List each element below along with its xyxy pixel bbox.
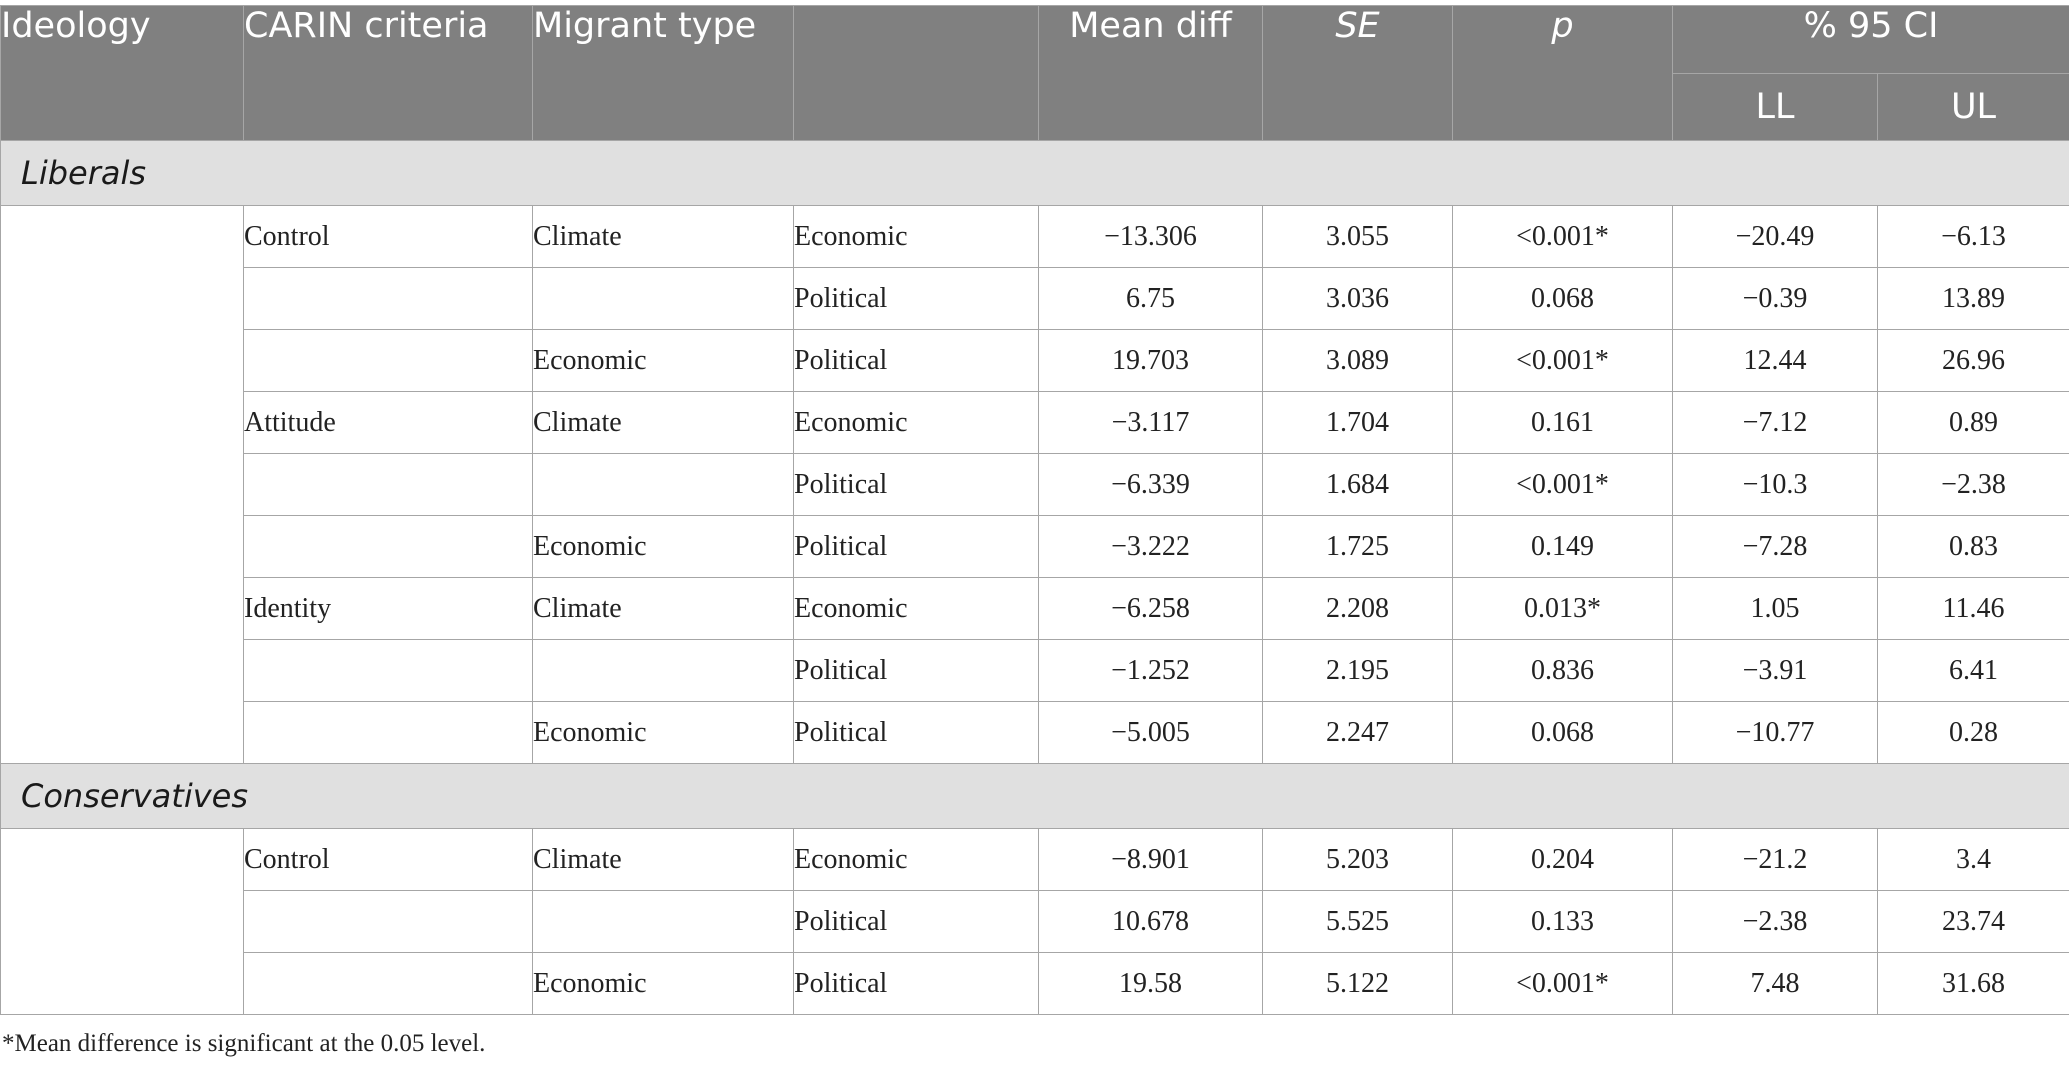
cell-ul: 11.46 — [1878, 578, 2069, 640]
cell-carin-criteria — [244, 953, 533, 1015]
table-body — [1, 141, 2069, 1015]
table-row — [1, 829, 2069, 891]
cell-carin-criteria — [244, 268, 533, 330]
cell-ll: −3.91 — [1673, 640, 1878, 702]
cell-se: 5.122 — [1263, 953, 1453, 1015]
cell-se: 5.525 — [1263, 891, 1453, 953]
group-label: Conservatives — [1, 764, 2069, 829]
cell-ll: −7.28 — [1673, 516, 1878, 578]
cell-p: 0.013* — [1453, 578, 1673, 640]
group-row — [1, 141, 2069, 206]
cell-ul: 23.74 — [1878, 891, 2069, 953]
cell-mean-diff: −6.339 — [1039, 454, 1263, 516]
table-header — [1, 6, 2069, 141]
cell-ll: −21.2 — [1673, 829, 1878, 891]
col-header-p: p — [1453, 6, 1673, 141]
cell-comparison: Economic — [794, 206, 1039, 268]
cell-ll: −10.77 — [1673, 702, 1878, 764]
cell-ul: −2.38 — [1878, 454, 2069, 516]
cell-p: 0.149 — [1453, 516, 1673, 578]
cell-carin-criteria — [244, 454, 533, 516]
cell-carin-criteria: Control — [244, 829, 533, 891]
cell-carin-criteria — [244, 330, 533, 392]
group-row — [1, 764, 2069, 829]
table-row — [1, 206, 2069, 268]
cell-se: 2.247 — [1263, 702, 1453, 764]
cell-mean-diff: 19.58 — [1039, 953, 1263, 1015]
cell-p: 0.068 — [1453, 702, 1673, 764]
cell-se: 2.208 — [1263, 578, 1453, 640]
cell-ll: 1.05 — [1673, 578, 1878, 640]
cell-mean-diff: −13.306 — [1039, 206, 1263, 268]
cell-mean-diff: −3.222 — [1039, 516, 1263, 578]
cell-ul: 6.41 — [1878, 640, 2069, 702]
cell-migrant-type — [533, 454, 794, 516]
cell-se: 1.684 — [1263, 454, 1453, 516]
cell-migrant-type: Economic — [533, 702, 794, 764]
cell-ul: 0.89 — [1878, 392, 2069, 454]
cell-mean-diff: −5.005 — [1039, 702, 1263, 764]
cell-mean-diff: −3.117 — [1039, 392, 1263, 454]
cell-ll: −10.3 — [1673, 454, 1878, 516]
table-row — [1, 891, 2069, 953]
cell-p: 0.204 — [1453, 829, 1673, 891]
cell-carin-criteria — [244, 640, 533, 702]
col-header-comparison — [794, 6, 1039, 141]
cell-se: 1.725 — [1263, 516, 1453, 578]
cell-se: 1.704 — [1263, 392, 1453, 454]
footnote: *Mean difference is significant at the 0.05 level. — [2, 1030, 486, 1057]
cell-migrant-type: Economic — [533, 953, 794, 1015]
cell-mean-diff: 10.678 — [1039, 891, 1263, 953]
cell-ul: 0.28 — [1878, 702, 2069, 764]
cell-comparison: Political — [794, 516, 1039, 578]
cell-se: 3.089 — [1263, 330, 1453, 392]
cell-se: 2.195 — [1263, 640, 1453, 702]
table-row — [1, 454, 2069, 516]
col-header-se: SE — [1263, 6, 1453, 141]
cell-ul: −6.13 — [1878, 206, 2069, 268]
cell-comparison: Political — [794, 268, 1039, 330]
cell-migrant-type: Economic — [533, 330, 794, 392]
table-row — [1, 516, 2069, 578]
cell-se: 3.055 — [1263, 206, 1453, 268]
cell-migrant-type: Climate — [533, 578, 794, 640]
table-row — [1, 330, 2069, 392]
cell-p: <0.001* — [1453, 454, 1673, 516]
cell-carin-criteria: Identity — [244, 578, 533, 640]
cell-migrant-type — [533, 640, 794, 702]
cell-ul: 3.4 — [1878, 829, 2069, 891]
table-row — [1, 392, 2069, 454]
cell-ll: −7.12 — [1673, 392, 1878, 454]
cell-ideology-empty — [1, 206, 244, 764]
results-table — [0, 5, 2069, 1015]
cell-carin-criteria: Attitude — [244, 392, 533, 454]
cell-mean-diff: 6.75 — [1039, 268, 1263, 330]
cell-comparison: Political — [794, 702, 1039, 764]
cell-ideology-empty — [1, 829, 244, 1015]
cell-carin-criteria — [244, 891, 533, 953]
cell-p: 0.133 — [1453, 891, 1673, 953]
cell-migrant-type: Economic — [533, 516, 794, 578]
cell-ll: −0.39 — [1673, 268, 1878, 330]
cell-comparison: Economic — [794, 392, 1039, 454]
cell-comparison: Political — [794, 953, 1039, 1015]
cell-ll: −20.49 — [1673, 206, 1878, 268]
cell-ul: 31.68 — [1878, 953, 2069, 1015]
cell-p: <0.001* — [1453, 953, 1673, 1015]
cell-comparison: Political — [794, 454, 1039, 516]
cell-se: 3.036 — [1263, 268, 1453, 330]
cell-comparison: Economic — [794, 578, 1039, 640]
group-label: Liberals — [1, 141, 2069, 206]
cell-carin-criteria — [244, 702, 533, 764]
cell-mean-diff: 19.703 — [1039, 330, 1263, 392]
cell-ul: 0.83 — [1878, 516, 2069, 578]
cell-mean-diff: −1.252 — [1039, 640, 1263, 702]
cell-comparison: Political — [794, 330, 1039, 392]
cell-p: 0.161 — [1453, 392, 1673, 454]
cell-se: 5.203 — [1263, 829, 1453, 891]
cell-ll: −2.38 — [1673, 891, 1878, 953]
cell-migrant-type — [533, 891, 794, 953]
col-header-migrant-type: Migrant type — [533, 6, 794, 141]
cell-p: <0.001* — [1453, 206, 1673, 268]
cell-ll: 12.44 — [1673, 330, 1878, 392]
cell-migrant-type: Climate — [533, 829, 794, 891]
col-header-carin-criteria: CARIN criteria — [244, 6, 533, 141]
cell-ul: 26.96 — [1878, 330, 2069, 392]
cell-p: <0.001* — [1453, 330, 1673, 392]
table-row — [1, 640, 2069, 702]
cell-p: 0.836 — [1453, 640, 1673, 702]
cell-migrant-type — [533, 268, 794, 330]
cell-comparison: Political — [794, 640, 1039, 702]
cell-p: 0.068 — [1453, 268, 1673, 330]
col-header-ul: UL — [1878, 74, 2069, 141]
cell-comparison: Political — [794, 891, 1039, 953]
col-header-mean-diff: Mean diff — [1039, 6, 1263, 141]
cell-ul: 13.89 — [1878, 268, 2069, 330]
table-row — [1, 953, 2069, 1015]
col-header-ci: % 95 CI — [1673, 6, 2069, 74]
cell-ll: 7.48 — [1673, 953, 1878, 1015]
cell-migrant-type: Climate — [533, 206, 794, 268]
cell-comparison: Economic — [794, 829, 1039, 891]
col-header-ideology: Ideology — [1, 6, 244, 141]
table-row — [1, 702, 2069, 764]
cell-migrant-type: Climate — [533, 392, 794, 454]
cell-carin-criteria: Control — [244, 206, 533, 268]
table-row — [1, 578, 2069, 640]
cell-carin-criteria — [244, 516, 533, 578]
cell-mean-diff: −8.901 — [1039, 829, 1263, 891]
table-row — [1, 268, 2069, 330]
col-header-ll: LL — [1673, 74, 1878, 141]
cell-mean-diff: −6.258 — [1039, 578, 1263, 640]
